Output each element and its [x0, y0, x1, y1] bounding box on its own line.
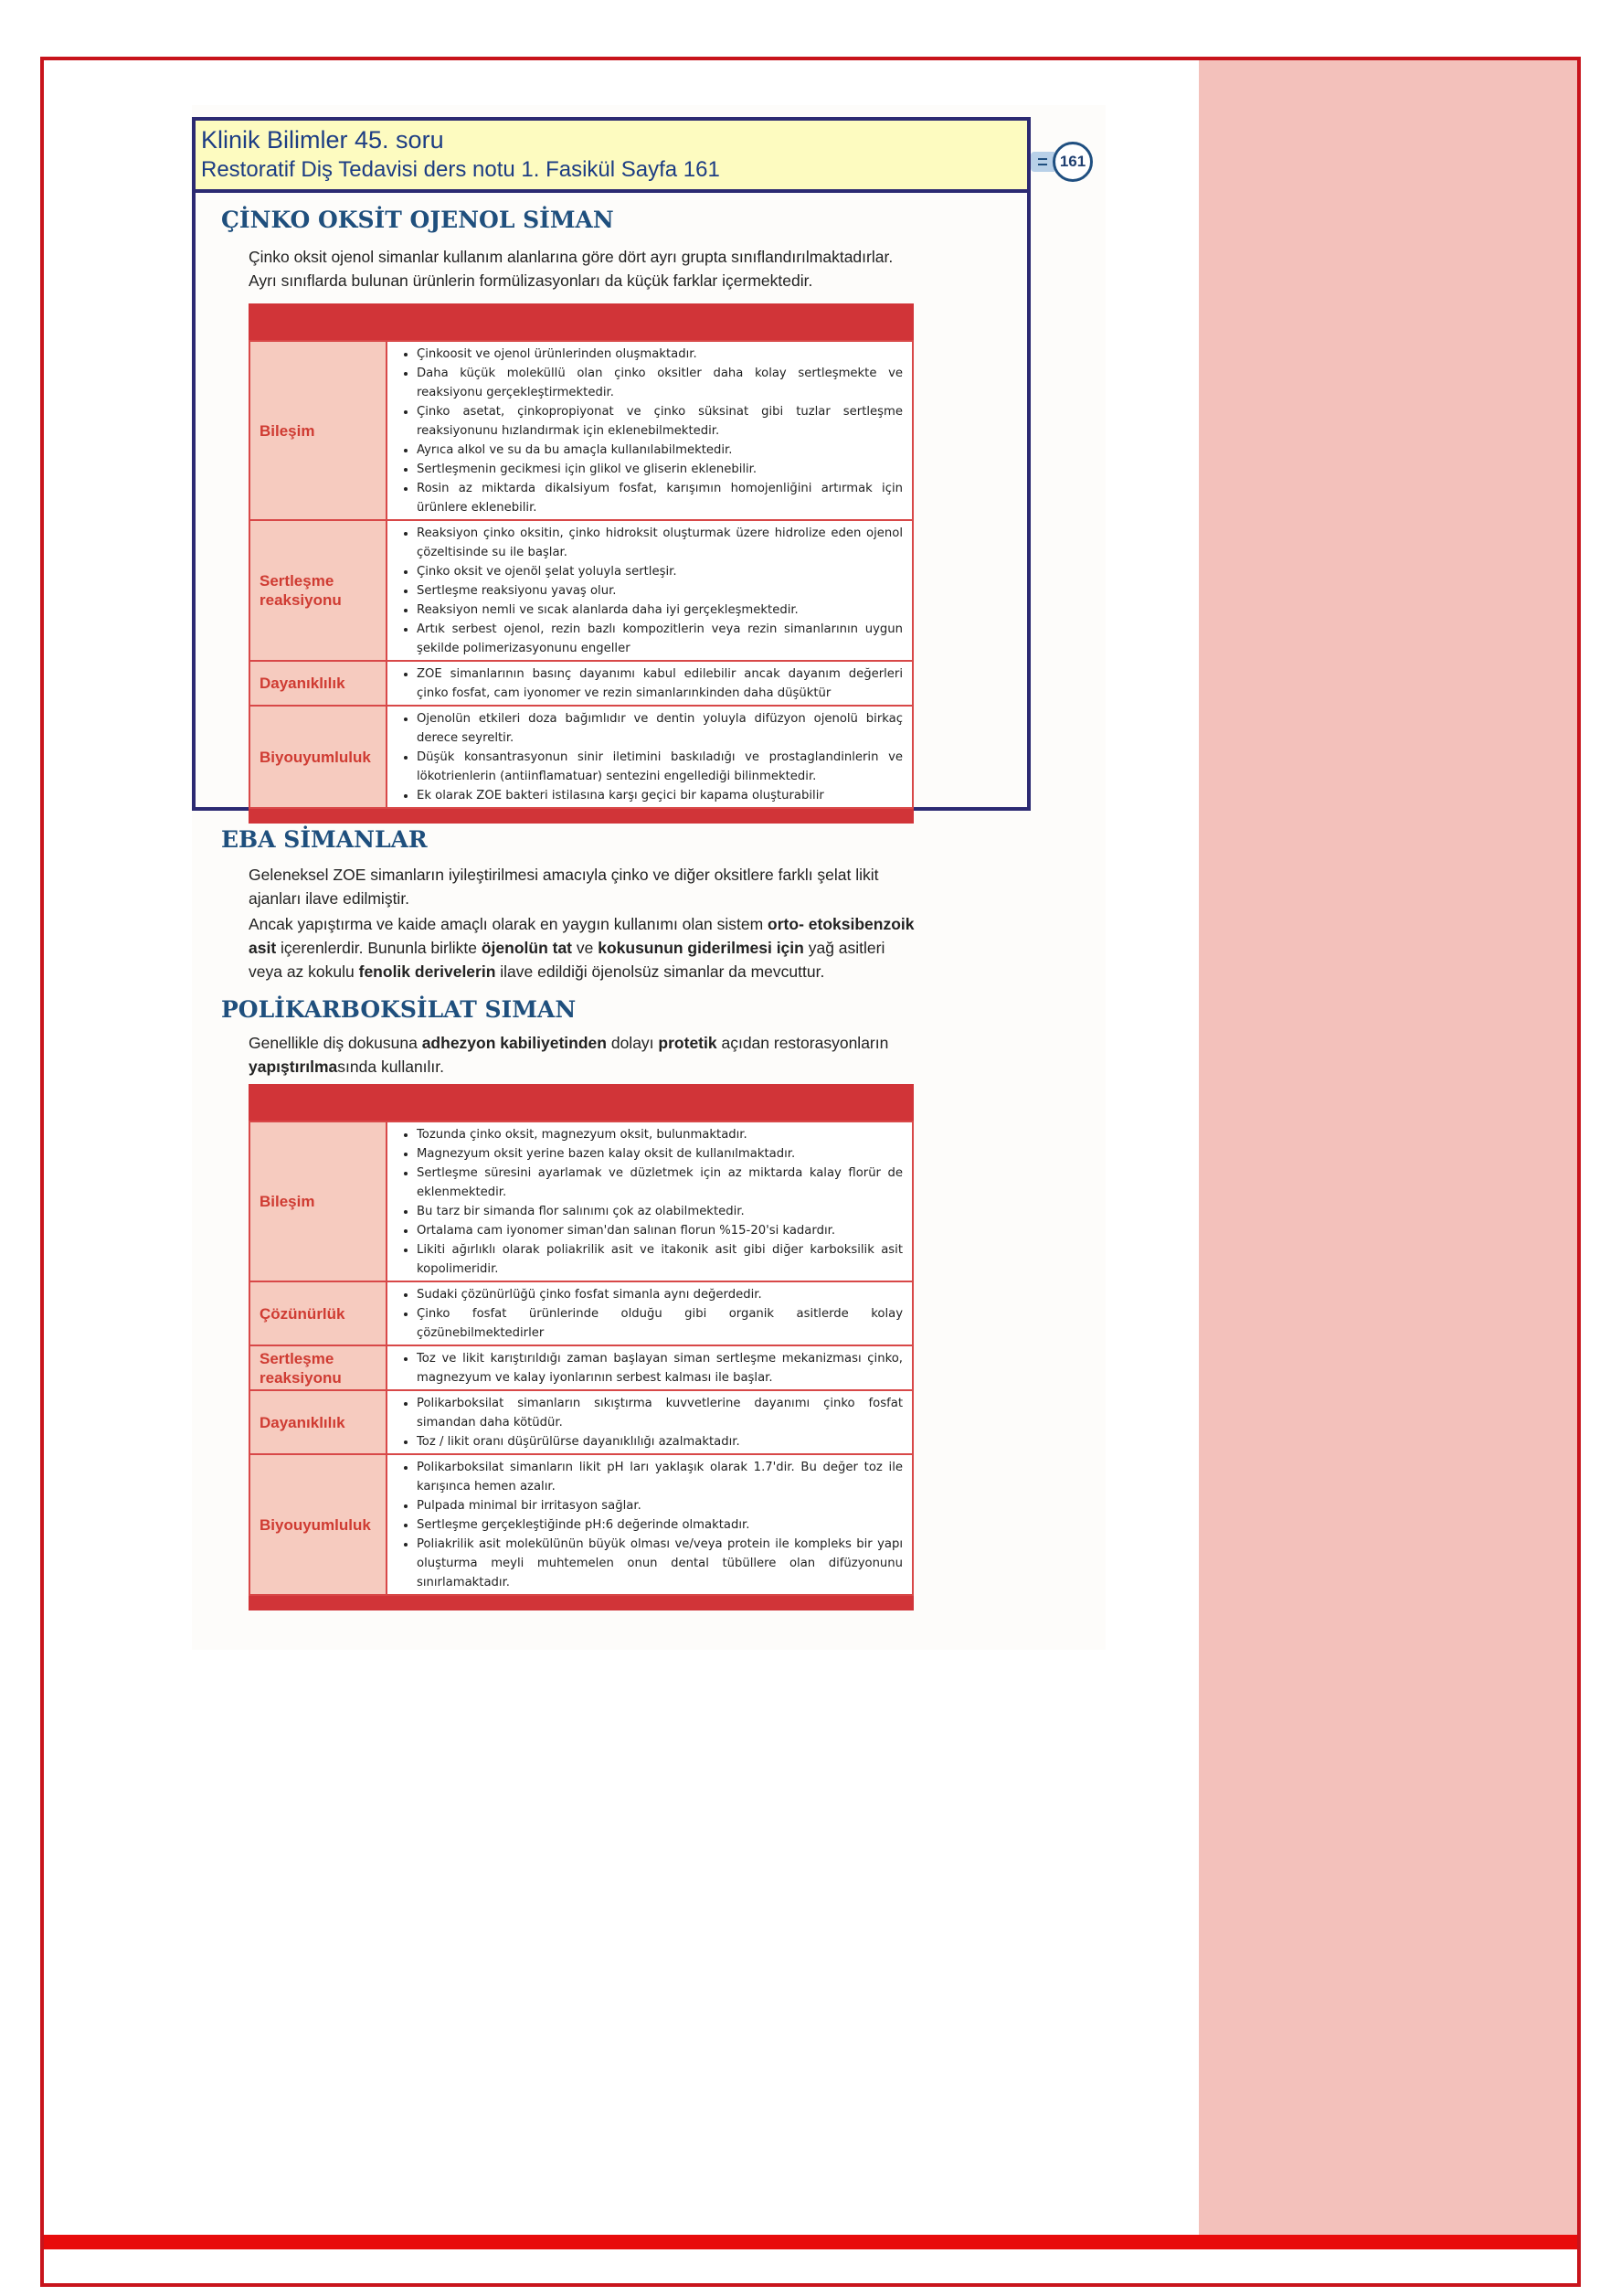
list-item: • Polikarboksilat simanların likit pH ları yaklaşık olarak 1.7'dir. Bu değer toz ile karışınca hemen azalır. — [417, 1458, 903, 1496]
section-para-eba-2: Ancak yapıştırma ve kaide amaçlı olarak en yaygın kullanımı olan sistem orto- etoksibenzoik asit içerenlerdir. Bununla birlikte öjenolün tat ve kokusunun giderilmesi için yağ asitleri veya az kokulu fenolik derivelerin ilave edildiği öjenolsüz simanlar da mevcuttur. — [249, 915, 915, 981]
table-row — [249, 521, 914, 662]
table-row — [249, 662, 914, 707]
table-row — [249, 1455, 914, 1596]
table-row — [249, 1121, 914, 1282]
bullet-list — [398, 1125, 903, 1279]
list-item: • ZOE simanlarının basınç dayanımı kabul edilebilir ancak dayanım değerleri çinko fosfat, cam iyonomer ve rezin simanlarınkinden daha düşüktür — [417, 664, 903, 703]
list-item: • Likiti ağırlıklı olarak poliakrilik asit ve itakonik asit gibi diğer karboksilik asit kopolimeridir. — [417, 1240, 903, 1279]
table-header-bar — [249, 1084, 914, 1121]
table-header-bar — [249, 303, 914, 340]
list-item: • Sudaki çözünürlüğü çinko fosfat simanla aynı değerdedir. — [417, 1285, 903, 1304]
list-item: • Polikarboksilat simanların sıkıştırma kuvvetlerine dayanımı çinko fosfat simandan daha kötüdür. — [417, 1394, 903, 1432]
bullet-list — [398, 1458, 903, 1592]
bottom-bar — [44, 2235, 1577, 2249]
list-item: • Çinko asetat, çinkopropiyonat ve çinko süksinat gibi tuzlar sertleşme reaksiyonunu hızlandırmak için eklenebilmektedir. — [417, 402, 903, 441]
list-item: • Çinkoosit ve ojenol ürünlerinden oluşmaktadır. — [417, 345, 903, 364]
list-item: • Artık serbest ojenol, rezin bazlı kompozitlerin veya rezin simanlarının uygun şekilde polimerizasyonunu engeller — [417, 620, 903, 658]
list-item: • Reaksiyon nemli ve sıcak alanlarda daha iyi gerçekleşmektedir. — [417, 601, 903, 620]
list-item: • Daha küçük moleküllü olan çinko oksitler daha kolay sertleşmekte ve reaksiyonu gerçekleştirmektedir. — [417, 364, 903, 402]
list-item: • Pulpada minimal bir irritasyon sağlar. — [417, 1496, 903, 1515]
table-row — [249, 340, 914, 521]
row-label: Dayanıklılık — [250, 1391, 387, 1453]
row-content — [387, 1122, 912, 1281]
list-item: • Toz ve likit karıştırıldığı zaman başlayan siman sertleşme mekanizması çinko, magnezyum ve kalay iyonlarının serbest kalması ile başlar. — [417, 1349, 903, 1387]
row-content — [387, 342, 912, 519]
row-content — [387, 1455, 912, 1594]
page-tab-icon — [1031, 152, 1054, 172]
row-content — [387, 521, 912, 660]
row-content — [387, 707, 912, 807]
bullet-list — [398, 709, 903, 805]
row-label: Bileşim — [250, 342, 387, 519]
bullet-list — [398, 345, 903, 517]
row-label: Biyouyumluluk — [250, 1455, 387, 1594]
table-row — [249, 1346, 914, 1391]
section-title-polycarboxylate: POLİKARBOKSİLAT SIMAN — [221, 996, 577, 1023]
row-content — [387, 1282, 912, 1345]
list-item: • Sertleşmenin gecikmesi için glikol ve gliserin eklenebilir. — [417, 460, 903, 479]
list-item: • Ojenolün etkileri doza bağımlıdır ve dentin yoluyla difüzyon ojenolü birkaç derece seyreltir. — [417, 709, 903, 748]
row-content — [387, 662, 912, 705]
section-title-zoe: ÇİNKO OKSİT OJENOL SİMAN — [221, 207, 614, 233]
list-item: • Sertleşme süresini ayarlamak ve düzletmek için az miktarda kalay florür de eklenmektedir. — [417, 1164, 903, 1202]
table-row — [249, 707, 914, 809]
page-number-badge: 161 — [1053, 142, 1093, 182]
list-item: • Çinko oksit ve ojenöl şelat yoluyla sertleşir. — [417, 562, 903, 581]
row-content — [387, 1391, 912, 1453]
list-item: • Toz / likit oranı düşürülürse dayanıklılığı azalmaktadır. — [417, 1432, 903, 1451]
list-item: • Reaksiyon çinko oksitin, çinko hidroksit oluşturmak üzere hidrolize eden ojenol çözeltisinde su ile başlar. — [417, 524, 903, 562]
table-row — [249, 1282, 914, 1346]
table-footer-bar — [249, 809, 914, 824]
list-item: • Düşük konsantrasyonun sinir iletimini baskıladığı ve prostaglandinlerin ve lökotrienlerin (antiinflamatuar) sentezini engellediği bilinmektedir. — [417, 748, 903, 786]
list-item: • Tozunda çinko oksit, magnezyum oksit, bulunmaktadır. — [417, 1125, 903, 1144]
list-item: • Rosin az miktarda dikalsiyum fosfat, karışımın homojenliğini artırmak için ürünlere eklenebilir. — [417, 479, 903, 517]
row-label: Biyouyumluluk — [250, 707, 387, 807]
list-item: • Bu tarz bir simanda flor salınımı çok az olabilmektedir. — [417, 1202, 903, 1221]
list-item: • Ortalama cam iyonomer siman'dan salınan florun %15-20'si kadardır. — [417, 1221, 903, 1240]
polycarboxylate-table — [249, 1084, 914, 1610]
list-item: • Çinko fosfat ürünlerinde olduğu gibi organik asitlerde kolay çözünebilmektedirler — [417, 1304, 903, 1343]
row-label: Bileşim — [250, 1122, 387, 1281]
bullet-list — [398, 1394, 903, 1451]
section-intro-zoe: Çinko oksit ojenol simanlar kullanım alanlarına göre dört ayrı grupta sınıflandırılmaktadırlar. Ayrı sınıflarda bulunan ürünlerin formülizasyonları da küçük farklar içermektedir. — [249, 248, 894, 290]
list-item: • Sertleşme reaksiyonu yavaş olur. — [417, 581, 903, 601]
list-item: • Poliakrilik asit molekülünün büyük olması ve/veya protein ile kompleks bir yapı oluşturma meyli muhtemelen onun dental tübüllere olan difüzyonunu sınırlamaktadır. — [417, 1535, 903, 1592]
header-subtitle: Restoratif Diş Tedavisi ders notu 1. Fasikül Sayfa 161 — [201, 157, 720, 182]
question-header — [196, 121, 1027, 193]
list-item: • Magnezyum oksit yerine bazen kalay oksit de kullanılmaktadır. — [417, 1144, 903, 1164]
bullet-list — [398, 524, 903, 658]
bullet-list — [398, 1349, 903, 1387]
section-para-polycarboxylate: Genellikle diş dokusuna adhezyon kabiliyetinden dolayı protetik açıdan restorasyonların yapıştırılmasında kullanılır. — [249, 1034, 889, 1076]
header-title: Klinik Bilimler 45. soru — [201, 126, 444, 154]
bullet-list — [398, 1285, 903, 1343]
row-label: Dayanıklılık — [250, 662, 387, 705]
section-title-eba: EBA SİMANLAR — [221, 826, 428, 853]
section-para-eba-1: Geleneksel ZOE simanların iyileştirilmesi amacıyla çinko ve diğer oksitlere farklı şelat likit ajanları ilave edilmiştir. — [249, 866, 879, 908]
bullet-list — [398, 664, 903, 703]
row-label: Çözünürlük — [250, 1282, 387, 1345]
table-row — [249, 1391, 914, 1455]
side-panel — [1199, 60, 1577, 2235]
list-item: • Ek olarak ZOE bakteri istilasına karşı geçici bir kapama oluşturabilir — [417, 786, 903, 805]
list-item: • Ayrıca alkol ve su da bu amaçla kullanılabilmektedir. — [417, 441, 903, 460]
table-footer-bar — [249, 1596, 914, 1610]
row-label: Sertleşme reaksiyonu — [250, 1346, 387, 1389]
list-item: • Sertleşme gerçekleştiğinde pH:6 değerinde olmaktadır. — [417, 1515, 903, 1535]
row-label: Sertleşme reaksiyonu — [250, 521, 387, 660]
row-content — [387, 1346, 912, 1389]
zoe-table — [249, 303, 914, 824]
